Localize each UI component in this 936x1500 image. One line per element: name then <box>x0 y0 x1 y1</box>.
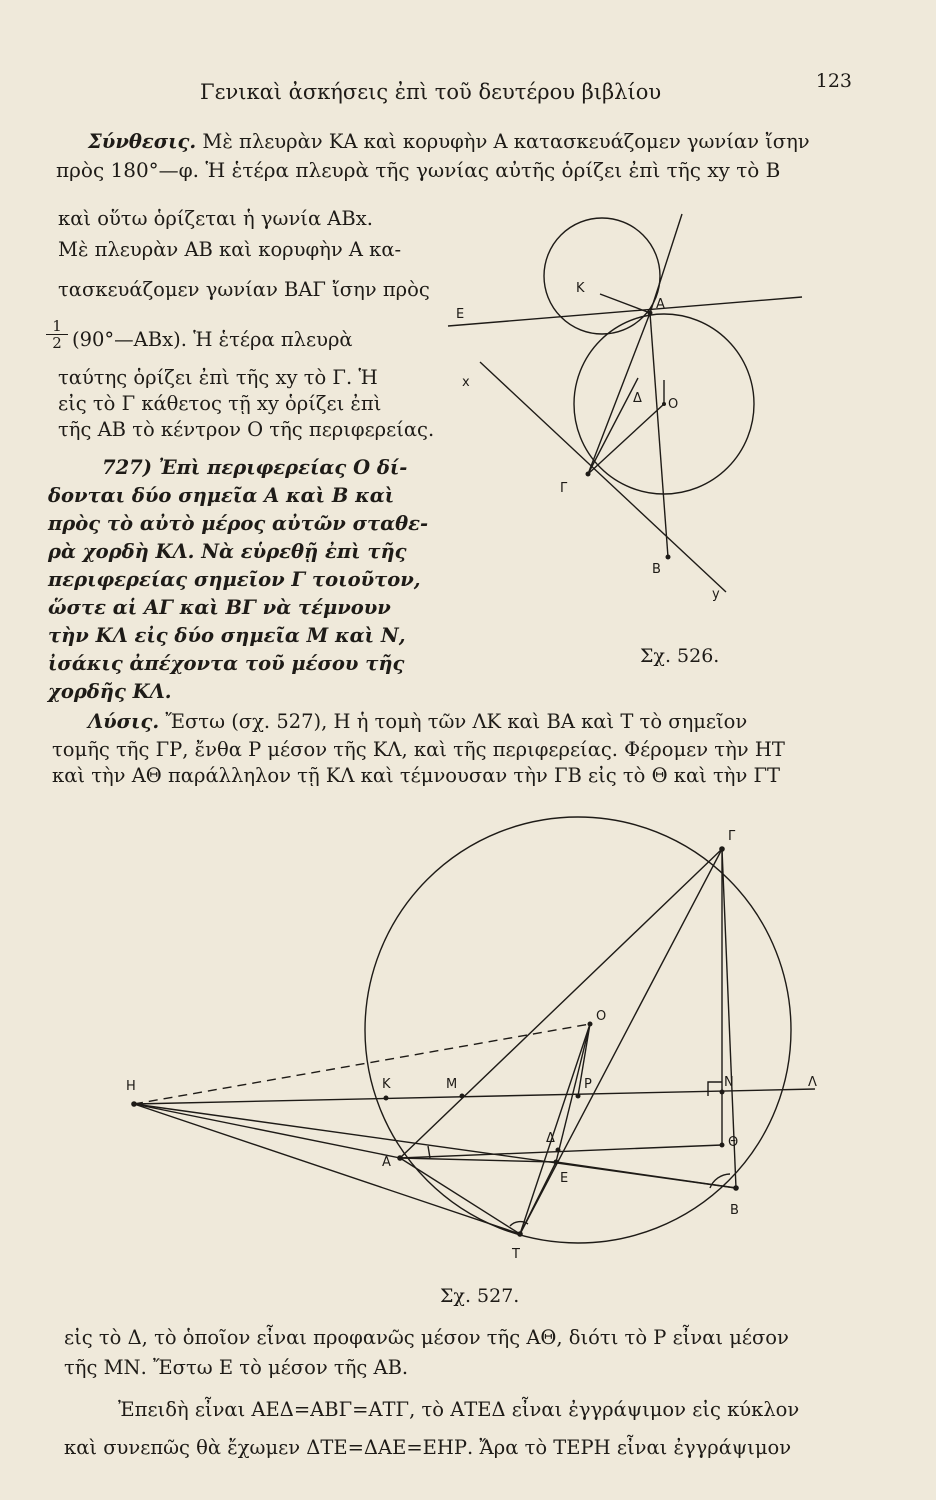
label-e: Ε <box>560 1171 569 1186</box>
line-xy <box>480 362 726 592</box>
segment-eb <box>556 1162 736 1188</box>
label-d: Δ <box>633 391 642 406</box>
segment-ht <box>134 1104 520 1234</box>
text-line: καὶ συνεπῶς θὰ ἔχωμεν ΔΤΕ=ΔΑΕ=ΕΗΡ. Ἄρα τὸ ΤΕΡΗ εἶναι ἐγγράψιμον <box>64 1436 792 1459</box>
text-line: εἰς τὸ Γ κάθετος τῇ xy ὁρίζει ἐπὶ <box>58 392 382 415</box>
problem-line: πρὸς τὸ αὐτὸ μέρος αὐτῶν σταθε- <box>48 512 429 535</box>
header-title: Γενικαὶ ἀσκήσεις ἐπὶ τοῦ δευτέρου βιβλίου <box>200 80 662 104</box>
running-header <box>200 70 900 110</box>
segment-ot <box>520 1024 590 1234</box>
line-ea <box>448 297 802 326</box>
segment-oe <box>556 1024 590 1162</box>
solution-label: Λύσις. <box>88 710 160 733</box>
label-b: Β <box>652 562 661 577</box>
label-m: Μ <box>446 1077 458 1092</box>
caption-526: Σχ. 526. <box>640 645 720 667</box>
text-line: Μὲ πλευρὰν ΑΒ καὶ κορυφὴν Α κα- <box>58 238 402 261</box>
segment-ha <box>134 1104 400 1158</box>
line-a-up <box>650 214 682 313</box>
text-line: καὶ οὕτω ὁρίζεται ἡ γωνία ΑΒx. <box>58 207 373 230</box>
text-line: πρὸς 180°—φ. Ἡ ἑτέρα πλευρὰ τῆς γωνίας αὐτῆς ὁρίζει ἐπὶ τῆς xy τὸ Β <box>56 158 781 182</box>
text-line: τῆς ΜΝ. Ἔστω Ε τὸ μέσον τῆς ΑΒ. <box>64 1356 409 1379</box>
label-n: Ν <box>724 1075 734 1090</box>
label-o: Ο <box>668 397 679 412</box>
label-d: Δ <box>546 1131 555 1146</box>
label-x: x <box>462 375 470 390</box>
segment-go <box>588 404 664 474</box>
problem-line: χορδῆς ΚΛ. <box>48 680 172 703</box>
label-p: Ρ <box>584 1077 592 1092</box>
figure-526 <box>440 200 820 640</box>
label-a: Α <box>656 297 665 312</box>
segment-ka <box>600 294 650 313</box>
label-g: Γ <box>560 481 568 496</box>
label-k: Κ <box>382 1077 391 1092</box>
segment-gt <box>520 849 722 1234</box>
problem-line: δονται δύο σημεῖα Α καὶ Β καὶ <box>48 484 395 507</box>
chord-kl <box>134 1089 815 1104</box>
text-line: τασκευάζομεν γωνίαν ΒΑΓ ἴσην πρὸς <box>58 278 430 301</box>
section-label: Σύνθεσις. <box>88 130 197 153</box>
label-a: Α <box>382 1155 391 1170</box>
text-line: Σύνθεσις. Μὲ πλευρὰν ΚΑ καὶ κορυφὴν Α κατασκευάζομεν γωνίαν ἴσην <box>88 130 810 153</box>
text-line: Ἐπειδὴ εἶναι ΑΕΔ=ΑΒΓ=ΑΤΓ, τὸ ΑΤΕΔ εἶναι ἐγγράψιμον εἰς κύκλον <box>118 1398 800 1421</box>
segment-gd <box>588 378 638 474</box>
segment-ab <box>650 313 668 557</box>
text-line: (90°—ΑΒx). Ἡ ἑτέρα πλευρὰ <box>72 328 353 351</box>
solution-line: τομῆς τῆς ΓΡ, ἔνθα Ρ μέσον τῆς ΚΛ, καὶ τῆς περιφερείας. Φέρομεν τὴν ΗΤ <box>52 738 785 761</box>
problem-line: 727) Ἐπὶ περιφερείας Ο δί- <box>102 456 408 479</box>
right-angle-n <box>708 1082 722 1096</box>
problem-line: ρὰ χορδὴ ΚΛ. Νὰ εὑρεθῇ ἐπὶ τῆς <box>48 540 407 563</box>
dashed-ho <box>134 1024 590 1104</box>
label-y: y <box>712 587 720 602</box>
label-t: Τ <box>512 1247 520 1262</box>
label-h: Η <box>126 1079 136 1094</box>
figure-527 <box>100 790 860 1270</box>
label-b: Β <box>730 1203 739 1218</box>
page-number: 123 <box>815 70 852 92</box>
text-line: εἰς τὸ Δ, τὸ ὁποῖον εἶναι προφανῶς μέσον τῆς ΑΘ, διότι τὸ Ρ εἶναι μέσον <box>64 1326 789 1349</box>
text-line: ταύτης ὁρίζει ἐπὶ τῆς xy τὸ Γ. Ἡ <box>58 366 378 389</box>
solution-line: Λύσις. Ἔστω (σχ. 527), Η ἡ τομὴ τῶν ΛΚ καὶ ΒΑ καὶ Τ τὸ σημεῖον <box>88 710 748 733</box>
circle-o <box>365 817 791 1243</box>
fraction: 1 2 <box>46 318 68 351</box>
segment-at <box>400 1158 520 1234</box>
label-th: Θ <box>728 1135 739 1150</box>
label-o: Ο <box>596 1009 607 1024</box>
solution-line: καὶ τὴν ΑΘ παράλληλον τῇ ΚΛ καὶ τέμνουσαν τὴν ΓΒ εἰς τὸ Θ καὶ τὴν ΓΤ <box>52 764 781 787</box>
problem-line: ὥστε αἱ ΑΓ καὶ ΒΓ νὰ τέμνουν <box>48 596 391 619</box>
problem-line: τὴν ΚΛ εἰς δύο σημεῖα Μ καὶ Ν, <box>48 624 406 647</box>
problem-line: περιφερείας σημεῖον Γ τοιοῦτον, <box>48 568 421 591</box>
label-e: Ε <box>456 307 465 322</box>
text-line: τῆς ΑΒ τὸ κέντρον Ο τῆς περιφερείας. <box>58 418 435 441</box>
problem-line: ἰσάκις ἀπέχοντα τοῦ μέσου τῆς <box>48 652 405 675</box>
label-g: Γ <box>728 829 736 844</box>
caption-527: Σχ. 527. <box>440 1285 520 1307</box>
label-l: Λ <box>808 1075 817 1090</box>
label-k: Κ <box>576 281 585 296</box>
